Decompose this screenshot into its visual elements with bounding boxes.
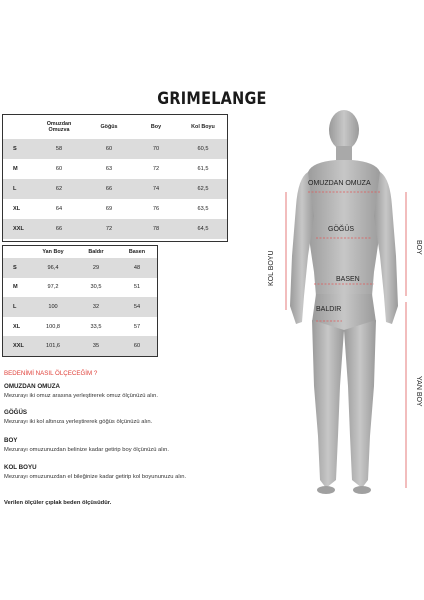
size-cell: S [3,258,31,278]
table-cell: 57 [133,323,141,330]
table-row [3,219,227,239]
table-cell: 66 [33,219,85,239]
table-cell: 64 [55,206,63,212]
size-cell: M [13,166,18,172]
guide-text: Mezurayı omuzunuzdan belinize kadar getirip boy ölçünüzü alın. [4,447,169,453]
guide-text: Mezurayı omuzunuzdan el bileğinize kadar getirip kol boyununuzu alın. [4,474,187,480]
table-cell: 30,5 [90,284,102,291]
brand-logo: GRIMELANGE [157,89,267,109]
table-cell: 100 [31,297,75,317]
label-hip: BASEN [336,276,360,283]
table-header: Göğüs [100,124,118,130]
table-cell: 72 [152,166,160,172]
table-cell: 60 [85,139,133,159]
table-cell: 29 [75,258,117,278]
size-table-bottom [2,245,158,357]
guide-title: BEDENİMİ NASIL ÖLÇECEĞİM ? [4,370,98,377]
figure-neck [336,146,352,162]
table-cell: 74 [133,179,179,199]
guide-heading: GÖĞÜS [4,409,28,416]
size-cell: S [3,139,33,159]
table-header: Basen [128,249,146,255]
figure-left-leg [312,320,344,488]
table-cell: 64,5 [179,219,227,239]
table-cell: 101,6 [31,336,75,356]
table-row [3,258,157,278]
table-row [3,336,157,356]
table-header: Boy [150,124,162,130]
figure-left-arm [290,172,314,324]
table-cell: 60 [117,336,157,356]
table-cell: 76 [152,206,160,212]
body-figure [256,96,424,516]
guide-text: Mezurayı iki omuz arasına yerleştirerek omuz ölçünüzü alın. [4,393,159,399]
label-chest: GÖĞÜS [328,226,355,233]
table-row [3,159,227,179]
guide-text: Mezurayı iki kol altınıza yerleştirerek göğüs ölçünüzü alın. [4,419,153,425]
table-cell: 70 [133,139,179,159]
table-cell: 72 [85,219,133,239]
table-cell: 62,5 [179,179,227,199]
guide-heading: BOY [4,437,18,444]
table-header: Yan Boy [42,249,64,255]
table-row [3,317,157,337]
table-cell: 32 [75,297,117,317]
figure-right-arm [374,172,398,324]
table-cell: 63 [105,166,113,172]
label-arm-length: KOL BOYU [268,250,275,286]
table-cell: 63,5 [197,206,209,212]
table-header-row [3,115,227,139]
table-row [3,199,227,219]
table-cell: 78 [133,219,179,239]
table-cell: 54 [117,297,157,317]
label-thigh: BALDIR [316,306,342,313]
table-header: Kol Boyu [191,124,215,130]
figure-right-foot [353,486,371,494]
table-header: Baldır [88,249,104,255]
size-cell: M [13,284,18,291]
table-cell: 60,5 [179,139,227,159]
size-cell: XXL [3,336,31,356]
size-cell: L [3,297,31,317]
label-height: BOY [415,240,422,255]
table-cell: 61,5 [197,166,209,172]
table-header-row [3,246,157,258]
table-cell: 33,5 [90,323,102,330]
table-row [3,297,157,317]
guide-heading: OMUZDAN OMUZA [4,383,61,390]
size-cell: XXL [3,219,33,239]
table-cell: 60 [55,166,63,172]
table-header: Omuzdan Omuzva [46,121,72,133]
table-cell: 69 [105,206,113,212]
size-table-top [2,114,228,242]
measurement-note: Verilen ölçüler çıplak beden ölçüsüdür. [4,500,112,506]
label-side-length: YAN BOY [415,376,422,407]
table-row [3,179,227,199]
label-shoulder: OMUZDAN OMUZA [308,180,371,187]
size-cell: XL [13,206,21,212]
figure-right-leg [344,320,376,488]
table-row [3,139,227,159]
table-cell: 66 [85,179,133,199]
table-cell: 58 [33,139,85,159]
guide-heading: KOL BOYU [4,464,37,471]
table-cell: 51 [133,284,141,291]
size-cell: XL [13,323,21,330]
table-cell: 35 [75,336,117,356]
table-header [3,115,33,139]
table-cell: 96,4 [31,258,75,278]
table-row [3,278,157,298]
figure-head [329,110,359,150]
table-cell: 100,8 [46,323,60,330]
table-cell: 62 [33,179,85,199]
table-cell: 97,2 [47,284,59,291]
table-cell: 48 [117,258,157,278]
size-cell: L [3,179,33,199]
table-header [3,246,31,258]
figure-left-foot [317,486,335,494]
